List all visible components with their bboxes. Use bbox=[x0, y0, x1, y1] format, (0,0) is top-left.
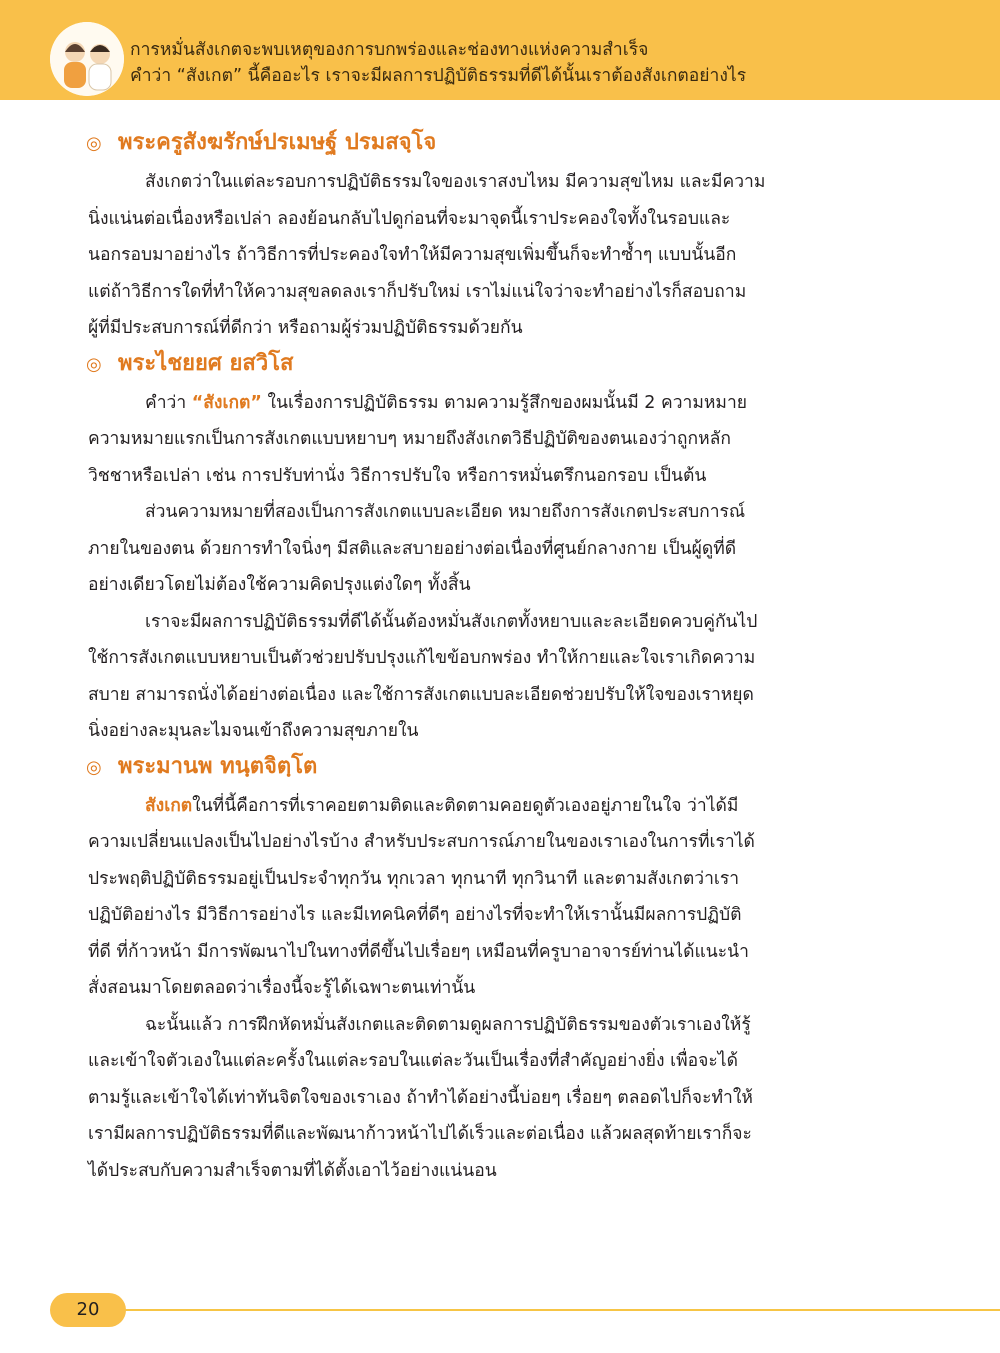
section-title: พระมานพ ทนฺตจิตฺโต bbox=[118, 753, 318, 779]
lead-text: ในที่นี้คือการที่เราคอยตามติดและติดตามคอยดูตัวเองอยู่ภายในใจ ว่าได้มี bbox=[192, 795, 739, 816]
paragraph-line: เรามีผลการปฏิบัติธรรมที่ดีและพัฒนาก้าวหน้าไปได้เร็วและต่อเนื่อง แล้วผลสุดท้ายเราก็จะ bbox=[88, 1124, 752, 1144]
paragraph-line: ฉะนั้นแล้ว การฝึกหัดหมั่นสังเกตและติดตามดูผลการปฏิบัติธรรมของตัวเราเองให้รู้ bbox=[145, 1014, 751, 1035]
section-heading bbox=[86, 347, 856, 385]
paragraph-line: นิ่งแน่นต่อเนื่องหรือเปล่า ลองย้อนกลับไปดูก่อนที่จะมาจุดนี้เราประคองใจทั้งในรอบและ bbox=[88, 208, 731, 229]
article-body bbox=[88, 126, 856, 1189]
paragraph-line: และเข้าใจตัวเองในแต่ละครั้งในแต่ละรอบในแต่ละวันเป็นเรื่องที่สำคัญอย่างยิ่ง เพื่อจะได้ bbox=[88, 1051, 738, 1071]
paragraph-line: ตามรู้และเข้าใจได้เท่าทันจิตใจของเราเอง ถ้าทำได้อย่างนี้บ่อยๆ เรื่อยๆ ตลอดไปก็จะทำให้ bbox=[88, 1087, 753, 1108]
paragraph-line: แต่ถ้าวิธีการใดที่ทำให้ความสุขลดลงเราก็ปรับใหม่ เราไม่แน่ใจว่าจะทำอย่างไรก็สอบถาม bbox=[88, 281, 747, 302]
header-subtitle: คำว่า “สังเกต” นี้คืออะไร เราจะมีผลการปฏิบัติธรรมที่ดีได้นั้นเราต้องสังเกตอย่างไร bbox=[130, 66, 747, 86]
page-header bbox=[0, 0, 1000, 100]
bullet-icon: ◎ bbox=[86, 756, 102, 778]
monks-illustration-icon bbox=[50, 22, 124, 96]
paragraph bbox=[88, 494, 856, 604]
paragraph bbox=[88, 604, 856, 750]
section-heading bbox=[86, 750, 856, 788]
paragraph-line bbox=[88, 385, 856, 422]
paragraph-line: ความเปลี่ยนแปลงเป็นไปอย่างไรบ้าง สำหรับประสบการณ์ภายในของเราเองในการที่เราได้ bbox=[88, 832, 755, 852]
paragraph-line: ได้ประสบกับความสำเร็จตามที่ได้ตั้งเอาไว้อย่างแน่นอน bbox=[88, 1160, 497, 1181]
paragraph-line: ความหมายแรกเป็นการสังเกตแบบหยาบๆ หมายถึงสังเกตวิธีปฏิบัติของตนเองว่าถูกหลัก bbox=[88, 429, 731, 449]
bullet-icon: ◎ bbox=[86, 133, 102, 154]
header-title: การหมั่นสังเกตจะพบเหตุของการบกพร่องและช่องทางแห่งความสำเร็จ bbox=[130, 40, 649, 60]
paragraph-line: ประพฤติปฏิบัติธรรมอยู่เป็นประจำทุกวัน ทุกเวลา ทุกนาที ทุกวินาที และตามสังเกตว่าเรา bbox=[88, 868, 740, 889]
page-number: 20 bbox=[50, 1293, 126, 1327]
paragraph-line: นอกรอบมาอย่างไร ถ้าวิธีการที่ประคองใจทำให้มีความสุขเพิ่มขึ้นก็จะทำซ้ำๆ แบบนั้นอีก bbox=[88, 245, 737, 265]
lead-text: ในเรื่องการปฏิบัติธรรม ตามความรู้สึกของผมนั้นมี 2 ความหมาย bbox=[261, 392, 748, 413]
paragraph-line: สั่งสอนมาโดยตลอดว่าเรื่องนี้จะรู้ได้เฉพาะตนเท่านั้น bbox=[88, 978, 476, 998]
paragraph bbox=[88, 788, 856, 1007]
paragraph-line: ใช้การสังเกตแบบหยาบเป็นตัวช่วยปรับปรุงแก้ไขข้อบกพร่อง ทำให้กายและใจเราเกิดความ bbox=[88, 648, 756, 668]
paragraph-line: สบาย สามารถนั่งได้อย่างต่อเนื่อง และใช้การสังเกตแบบละเอียดช่วยปรับให้ใจของเราหยุด bbox=[88, 684, 754, 705]
paragraph-line: วิชชาหรือเปล่า เช่น การปรับท่านั่ง วิธีการปรับใจ หรือการหมั่นตรึกนอกรอบ เป็นต้น bbox=[88, 465, 707, 486]
monks-illustration-icon bbox=[50, 22, 124, 96]
highlight-term: สังเกต bbox=[145, 795, 193, 816]
paragraph-line bbox=[88, 788, 856, 825]
paragraph-line: ปฏิบัติอย่างไร มีวิธีการอย่างไร และมีเทคนิคที่ดีๆ อย่างไรที่จะทำให้เรานั้นมีผลการปฏิบัติ bbox=[88, 905, 742, 925]
section-title: พระไชยยศ ยสวิโส bbox=[118, 350, 294, 376]
section-title: พระครูสังฆรักษ์ปรเมษฐ์ ปรมสจฺโจ bbox=[118, 130, 437, 155]
paragraph bbox=[88, 385, 856, 495]
paragraph-line: อย่างเดียวโดยไม่ต้องใช้ความคิดปรุงแต่งใดๆ ทั้งสิ้น bbox=[88, 575, 471, 595]
paragraph-line: ที่ดี ที่ก้าวหน้า มีการพัฒนาไปในทางที่ดีขึ้นไปเรื่อยๆ เหมือนที่ครูบาอาจารย์ท่านได้แนะนำ bbox=[88, 941, 749, 962]
highlight-term: “สังเกต” bbox=[191, 392, 262, 413]
lead-text: คำว่า bbox=[145, 392, 192, 413]
paragraph bbox=[88, 164, 856, 347]
paragraph-line: เราจะมีผลการปฏิบัติธรรมที่ดีได้นั้นต้องหมั่นสังเกตทั้งหยาบและละเอียดควบคู่กันไป bbox=[145, 611, 758, 632]
bullet-icon: ◎ bbox=[86, 353, 102, 375]
paragraph-line: ส่วนความหมายที่สองเป็นการสังเกตแบบละเอียด หมายถึงการสังเกตประสบการณ์ bbox=[145, 502, 746, 522]
footer-divider bbox=[120, 1309, 1000, 1311]
paragraph bbox=[88, 1007, 856, 1190]
section-heading bbox=[86, 126, 856, 164]
paragraph-line: สังเกตว่าในแต่ละรอบการปฏิบัติธรรมใจของเราสงบไหม มีความสุขไหม และมีความ bbox=[145, 172, 766, 192]
paragraph-line: ผู้ที่มีประสบการณ์ที่ดีกว่า หรือถามผู้ร่วมปฏิบัติธรรมด้วยกัน bbox=[88, 318, 523, 338]
paragraph-line: ภายในของตน ด้วยการทำใจนิ่งๆ มีสติและสบายอย่างต่อเนื่องที่ศูนย์กลางกาย เป็นผู้ดูที่ดี bbox=[88, 538, 737, 559]
paragraph-line: นิ่งอย่างละมุนละไมจนเข้าถึงความสุขภายใน bbox=[88, 721, 419, 741]
